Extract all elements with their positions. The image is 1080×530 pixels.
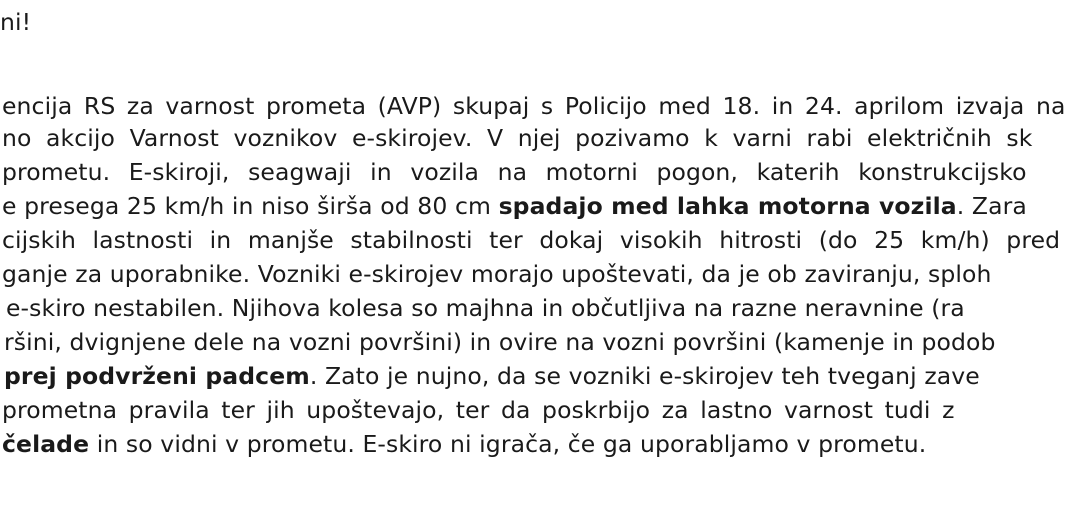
line-9-text-after: . Zato je nujno, da se vozniki e-skirojev teh tveganj zave bbox=[309, 362, 980, 390]
paragraph-line-8: ršini, dvignjene dele na vozni površini) in ovire na vozni površini (kamenje in podob bbox=[4, 328, 996, 356]
paragraph-line-9 bbox=[4, 362, 980, 390]
paragraph-line-10: prometna pravila ter jih upoštevajo, ter da poskrbijo za lastno varnost tudi z bbox=[2, 396, 955, 424]
paragraph-line-1: encija RS za varnost prometa (AVP) skupaj s Policijo med 18. in 24. aprilom izvaja na bbox=[2, 92, 1066, 120]
paragraph-line-7: e-skiro nestabilen. Njihova kolesa so majhna in občutljiva na razne neravnine (ra bbox=[6, 294, 965, 322]
paragraph-line-2: no akcijo Varnost voznikov e-skirojev. V njej pozivamo k varni rabi električnih sk bbox=[2, 124, 1033, 152]
bold-phrase-prone-to-falls: prej podvrženi padcem bbox=[4, 362, 310, 390]
bold-phrase-light-motor-vehicles: spadajo med lahka motorna vozila bbox=[498, 192, 957, 220]
paragraph-line-3: prometu. E-skiroji, seagwaji in vozila na motorni pogon, katerih konstrukcijsko bbox=[2, 158, 1027, 186]
bold-word-helmets: čelade bbox=[2, 430, 90, 458]
line-4-text-after: . Zara bbox=[956, 192, 1027, 220]
line-4-text-before: e presega 25 km/h in niso širša od 80 cm bbox=[2, 192, 499, 220]
paragraph-line-6: ganje za uporabnike. Vozniki e-skirojev morajo upoštevati, da je ob zaviranju, sploh bbox=[2, 260, 992, 288]
paragraph-line-5: cijskih lastnosti in manjše stabilnosti ter dokaj visokih hitrosti (do 25 km/h) pred bbox=[2, 226, 1061, 254]
paragraph-line-11 bbox=[2, 430, 926, 458]
greeting-text: ni! bbox=[0, 8, 32, 36]
paragraph-line-4 bbox=[2, 192, 1027, 220]
line-11-text-after: in so vidni v prometu. E-skiro ni igrača, če ga uporabljamo v prometu. bbox=[89, 430, 927, 458]
